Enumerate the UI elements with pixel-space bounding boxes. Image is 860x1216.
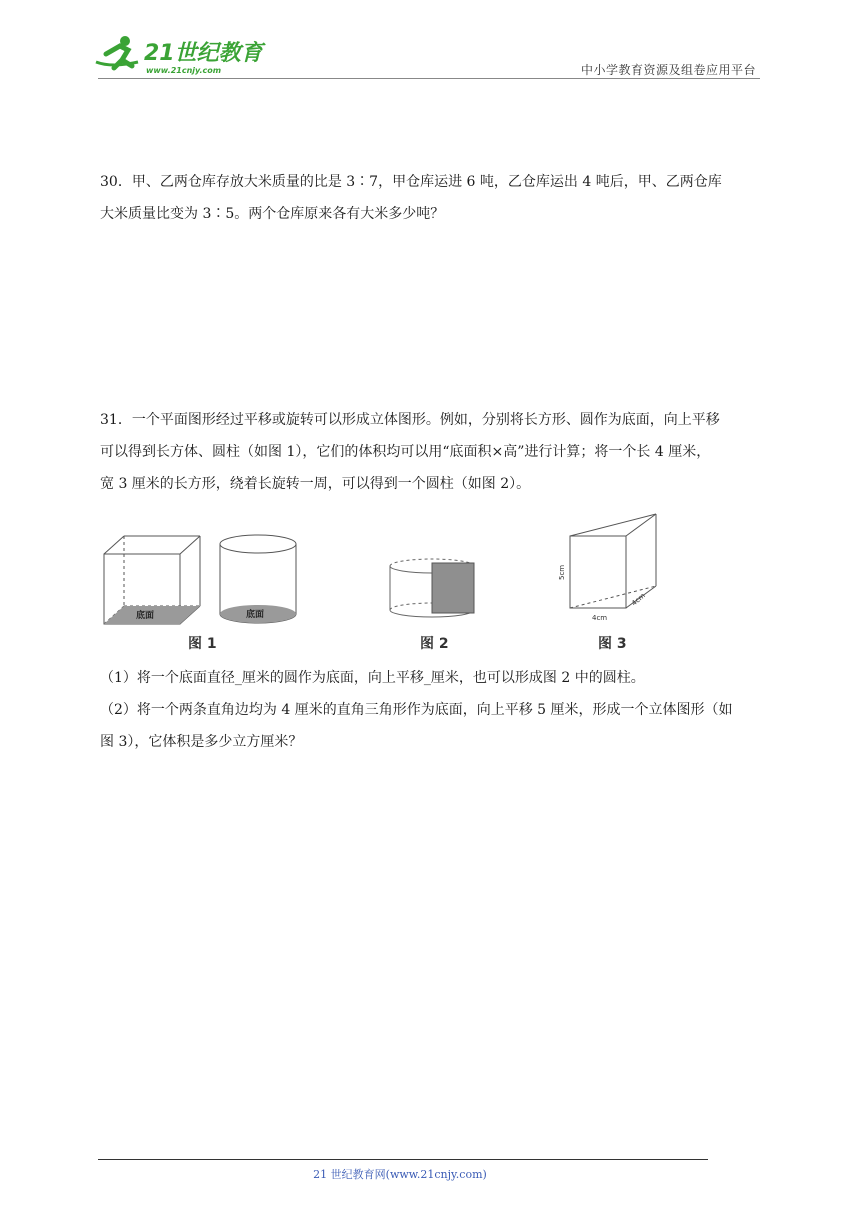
logo-main-text: 21世纪教育	[144, 41, 263, 66]
question-31	[100, 404, 762, 500]
figures	[98, 510, 758, 660]
header-divider	[98, 78, 760, 79]
prism-depth-label: 4cm	[630, 591, 647, 608]
prism-height-label: 5cm	[558, 564, 566, 580]
question-text-line: 31．一个平面图形经过平移或旋转可以形成立体图形。例如，分别将长方形、圆作为底面，向上平移	[100, 412, 720, 428]
subquestion-1: （1）将一个底面直径_厘米的圆作为底面，向上平移_厘米，也可以形成图 2 中的圆柱。	[100, 670, 645, 686]
footer-link[interactable]: 21 世纪教育网(www.21cnjy.com)	[313, 1168, 487, 1181]
figure-2-cylinder	[390, 559, 474, 617]
question-text-line: 大米质量比变为 3∶5。两个仓库原来各有大米多少吨？	[100, 206, 445, 222]
question-text-line: 30．甲、乙两仓库存放大米质量的比是 3∶7，甲仓库运进 6 吨，乙仓库运出 4 吨后，甲、乙两仓库	[100, 174, 722, 190]
logo-url-text: www.21cnjy.com	[146, 66, 222, 75]
prism-width-label: 4cm	[592, 614, 608, 622]
cuboid-base-label: 底面	[136, 611, 155, 621]
figure-3-label: 图 3	[598, 636, 627, 652]
footer	[0, 1166, 860, 1182]
question-30	[100, 166, 762, 230]
platform-name: 中小学教育资源及组卷应用平台	[580, 63, 756, 77]
figure-1-label: 图 1	[188, 636, 217, 652]
figure-2-label: 图 2	[420, 636, 449, 652]
subquestions	[100, 662, 766, 758]
site-logo	[92, 32, 272, 78]
question-text-line: 宽 3 厘米的长方形，绕着长旋转一周，可以得到一个圆柱（如图 2）。	[100, 476, 531, 492]
runner-icon	[96, 36, 138, 68]
subquestion-2-cont: 图 3），它体积是多少立方厘米？	[100, 734, 303, 750]
question-text-line: 可以得到长方体、圆柱（如图 1），它们的体积均可以用“底面积×高”进行计算；将一个长 4 厘米，	[100, 444, 711, 460]
footer-divider	[98, 1159, 708, 1160]
subquestion-2: （2）将一个两条直角边均为 4 厘米的直角三角形作为底面，向上平移 5 厘米，形成一个立体图形（如	[100, 702, 733, 718]
cylinder-base-label: 底面	[246, 610, 265, 620]
